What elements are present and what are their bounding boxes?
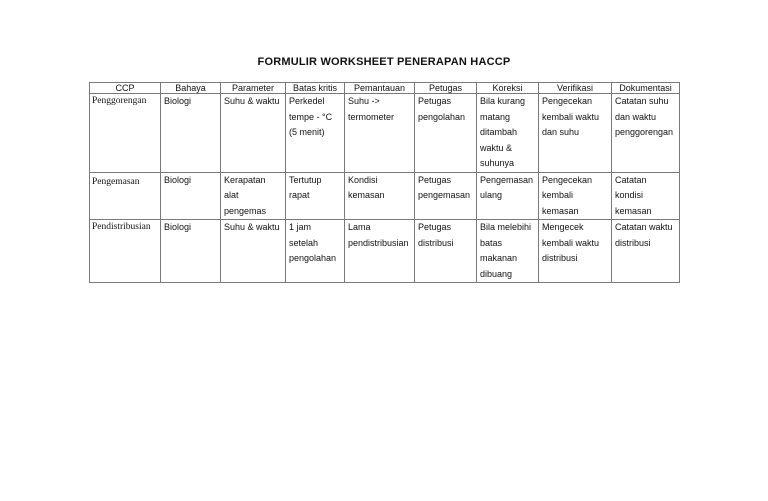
header-verifikasi: Verifikasi (539, 83, 612, 94)
cell-text: alat (224, 190, 239, 200)
header-koreksi: Koreksi (477, 83, 539, 94)
cell-text: batas (480, 237, 503, 248)
cell-text: Mengecek (542, 222, 584, 232)
cell-text: termometer (348, 111, 395, 122)
cell-text: waktu & (480, 142, 513, 153)
cell-text: pengemas (224, 205, 267, 216)
cell-koreksi (477, 172, 539, 220)
cell-text: ditambah (480, 127, 518, 137)
cell-text: ulang (480, 190, 503, 200)
cell-text: Pengemasan (92, 176, 140, 187)
header-bahaya: Bahaya (161, 83, 221, 94)
cell-text: kemasan (615, 205, 652, 216)
table-row (90, 220, 680, 283)
cell-dokumentasi (612, 220, 680, 283)
table-row (90, 172, 680, 220)
cell-text: kemasan (542, 205, 579, 216)
cell-text: kondisi (615, 190, 644, 200)
cell-bahaya (161, 172, 221, 220)
cell-text: Pengecekan (542, 96, 593, 106)
header-petugas: Petugas (415, 83, 477, 94)
cell-text: Petugas (418, 174, 452, 185)
cell-text: distribusi (615, 237, 651, 248)
cell-text: suhunya (480, 158, 515, 168)
table-header-row (90, 83, 680, 94)
header-batas-kritis: Batas kritis (286, 83, 345, 94)
cell-text: Lama (348, 222, 371, 232)
cell-text: Biologi (164, 222, 192, 232)
cell-text: kembali (542, 190, 574, 200)
cell-text: tempe - °C (289, 111, 333, 122)
header-parameter: Parameter (221, 83, 286, 94)
cell-text: makanan (480, 253, 518, 263)
cell-bahaya (161, 94, 221, 173)
cell-text: Pendistribusian (92, 222, 151, 232)
cell-petugas (415, 172, 477, 220)
cell-text: Biologi (164, 96, 192, 106)
cell-text: Bila kurang (480, 96, 526, 106)
cell-verifikasi (539, 94, 612, 173)
cell-petugas (415, 220, 477, 283)
cell-text: distribusi (542, 253, 578, 263)
cell-text: matang (480, 111, 511, 122)
cell-text: kemasan (348, 190, 385, 200)
cell-verifikasi (539, 172, 612, 220)
cell-text: Biologi (164, 174, 192, 185)
cell-text: Catatan suhu (615, 96, 669, 106)
cell-text: dibuang (480, 268, 513, 279)
cell-koreksi (477, 220, 539, 283)
cell-text: Suhu & waktu (224, 96, 280, 106)
cell-petugas (415, 94, 477, 173)
cell-text: pengemasan (418, 190, 471, 200)
cell-text: rapat (289, 190, 310, 200)
cell-text: Kondisi (348, 174, 378, 185)
cell-text: Suhu -> (348, 96, 380, 106)
cell-text: setelah (289, 237, 319, 248)
cell-parameter (221, 172, 286, 220)
cell-ccp (90, 220, 161, 283)
cell-text: dan suhu (542, 127, 580, 137)
cell-pemantauan (345, 220, 415, 283)
document-title: FORMULIR WORKSHEET PENERAPAN HACCP (257, 56, 511, 68)
cell-batas-kritis (286, 172, 345, 220)
cell-text: Catatan (615, 174, 647, 185)
cell-verifikasi (539, 220, 612, 283)
cell-text: Suhu & waktu (224, 222, 280, 232)
cell-text: Pengecekan (542, 174, 593, 185)
cell-text: Perkedel (289, 96, 325, 106)
cell-text: pengolahan (289, 253, 337, 263)
cell-text: kembali waktu (542, 237, 600, 248)
cell-text: pengolahan (418, 111, 466, 122)
cell-text: Petugas (418, 96, 452, 106)
cell-text: Kerapatan (224, 174, 266, 185)
cell-text: Petugas (418, 222, 452, 232)
cell-text: dan waktu (615, 111, 657, 122)
cell-text: pendistribusian (348, 237, 409, 248)
cell-text: penggorengan (615, 127, 674, 137)
cell-text: Penggorengan (92, 96, 147, 106)
haccp-worksheet-table (89, 82, 680, 283)
cell-bahaya (161, 220, 221, 283)
cell-dokumentasi (612, 172, 680, 220)
cell-pemantauan (345, 172, 415, 220)
header-pemantauan: Pemantauan (345, 83, 415, 94)
cell-parameter (221, 220, 286, 283)
cell-batas-kritis (286, 94, 345, 173)
cell-ccp (90, 94, 161, 173)
cell-text: 1 jam (289, 222, 312, 232)
cell-ccp (90, 172, 161, 220)
cell-text: kembali waktu (542, 111, 600, 122)
header-ccp: CCP (90, 83, 161, 94)
cell-text: Bila melebihi (480, 222, 532, 232)
cell-pemantauan (345, 94, 415, 173)
cell-text: (5 menit) (289, 127, 325, 137)
cell-text: Catatan waktu (615, 222, 673, 232)
cell-parameter (221, 94, 286, 173)
cell-text: distribusi (418, 237, 454, 248)
cell-koreksi (477, 94, 539, 173)
cell-text: Pengemasan (480, 174, 534, 185)
table-row (90, 94, 680, 173)
cell-text: Tertutup (289, 174, 322, 185)
header-dokumentasi: Dokumentasi (612, 83, 680, 94)
cell-dokumentasi (612, 94, 680, 173)
cell-batas-kritis (286, 220, 345, 283)
